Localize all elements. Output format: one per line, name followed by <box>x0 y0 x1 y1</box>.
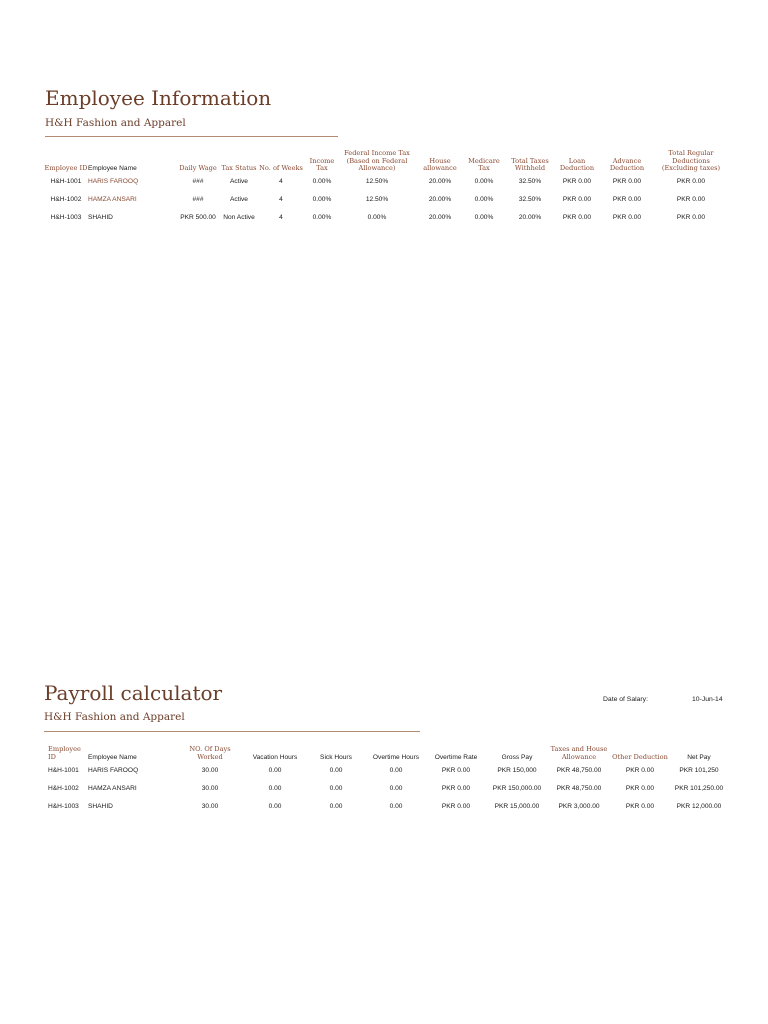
col-header-taxes-house-allowance: Taxes and House Allowance <box>550 746 608 761</box>
cell-taxes-house-allowance: PKR 3,000.00 <box>558 802 600 810</box>
col-header-advance-deduction: Advance Deduction <box>609 156 645 173</box>
cell-federal-income-tax: 12.50% <box>365 196 389 204</box>
col-header-house-allowance: House allowance <box>423 156 457 173</box>
table-row <box>44 209 724 227</box>
col-header-days-worked: NO. Of Days Worked <box>189 746 231 761</box>
cell-employee-id: H&H-1003 <box>50 214 82 222</box>
cell-sick-hours: 0.00 <box>329 766 343 774</box>
cell-house-allowance: 20.00% <box>428 178 452 186</box>
cell-overtime-rate: PKR 0.00 <box>441 802 471 810</box>
cell-employee-id: H&H-1003 <box>48 802 79 810</box>
col-header-loan-deduction: Loan Deduction <box>559 156 595 173</box>
cell-income-tax: 0.00% <box>312 214 332 222</box>
cell-gross-pay: PKR 150,000.00 <box>492 784 542 792</box>
col-header-overtime-hours: Overtime Hours <box>372 753 420 761</box>
cell-days-worked: 30.00 <box>201 766 219 774</box>
cell-employee-id: H&H-1001 <box>48 766 79 774</box>
cell-employee-name: HARIS FAROOQ <box>88 766 139 774</box>
cell-total-taxes-withheld: 32.50% <box>518 178 542 186</box>
cell-taxes-house-allowance: PKR 48,750.00 <box>556 766 602 774</box>
date-of-salary-value: 10-Jun-14 <box>692 696 723 703</box>
cell-employee-name: HARIS FAROOQ <box>88 178 139 186</box>
payroll-divider <box>44 731 420 732</box>
cell-employee-name: HAMZA ANSARI <box>88 784 137 792</box>
col-header-employee-name: Employee Name <box>88 753 137 761</box>
cell-medicare-tax: 0.00% <box>474 214 494 222</box>
cell-loan-deduction: PKR 0.00 <box>562 178 592 186</box>
col-header-gross-pay: Gross Pay <box>501 753 533 761</box>
cell-no-of-weeks: 4 <box>279 196 283 204</box>
col-header-income-tax: Income Tax <box>309 156 335 173</box>
cell-overtime-hours: 0.00 <box>389 802 403 810</box>
col-header-employee-id: Employee ID <box>48 746 81 761</box>
cell-house-allowance: 20.00% <box>428 196 452 204</box>
col-header-other-deduction: Other Deduction <box>612 752 668 761</box>
col-header-vacation-hours: Vacation Hours <box>252 753 298 761</box>
payroll-company: H&H Fashion and Apparel <box>44 711 185 723</box>
cell-employee-name: HAMZA ANSARI <box>88 196 137 204</box>
cell-income-tax: 0.00% <box>312 196 332 204</box>
cell-gross-pay: PKR 15,000.00 <box>494 802 540 810</box>
cell-total-regular-deductions: PKR 0.00 <box>676 178 706 186</box>
col-header-tax-status: Tax Status <box>221 164 257 173</box>
cell-tax-status: Non Active <box>223 214 255 222</box>
cell-vacation-hours: 0.00 <box>268 802 282 810</box>
cell-federal-income-tax: 12.50% <box>365 178 389 186</box>
cell-advance-deduction: PKR 0.00 <box>612 214 642 222</box>
col-header-medicare-tax: Medicare Tax <box>468 156 500 173</box>
cell-total-taxes-withheld: 32.50% <box>518 196 542 204</box>
cell-overtime-hours: 0.00 <box>389 766 403 774</box>
cell-total-regular-deductions: PKR 0.00 <box>676 214 706 222</box>
cell-days-worked: 30.00 <box>201 802 219 810</box>
cell-no-of-weeks: 4 <box>279 214 283 222</box>
cell-employee-id: H&H-1002 <box>50 196 82 204</box>
cell-taxes-house-allowance: PKR 48,750.00 <box>556 784 602 792</box>
employee-info-title: Employee Information <box>45 86 272 110</box>
cell-medicare-tax: 0.00% <box>474 178 494 186</box>
cell-loan-deduction: PKR 0.00 <box>562 214 592 222</box>
cell-net-pay: PKR 101,250 <box>679 766 719 774</box>
cell-other-deduction: PKR 0.00 <box>625 766 655 774</box>
cell-gross-pay: PKR 150,000 <box>497 766 537 774</box>
cell-total-taxes-withheld: 20.00% <box>518 214 542 222</box>
cell-other-deduction: PKR 0.00 <box>625 802 655 810</box>
cell-net-pay: PKR 101,250.00 <box>674 784 724 792</box>
cell-employee-id: H&H-1001 <box>50 178 82 186</box>
table-row <box>48 779 728 797</box>
col-header-total-regular-deductions: Total Regular Deductions (Excluding taxes) <box>661 150 721 173</box>
cell-overtime-rate: PKR 0.00 <box>441 784 471 792</box>
cell-vacation-hours: 0.00 <box>268 784 282 792</box>
payroll-title: Payroll calculator <box>44 681 223 705</box>
cell-overtime-hours: 0.00 <box>389 784 403 792</box>
cell-daily-wage: PKR 500.00 <box>180 214 216 222</box>
table-row <box>48 761 728 779</box>
cell-net-pay: PKR 12,000.00 <box>676 802 722 810</box>
cell-daily-wage: ### <box>192 178 204 186</box>
cell-medicare-tax: 0.00% <box>474 196 494 204</box>
cell-house-allowance: 20.00% <box>428 214 452 222</box>
cell-overtime-rate: PKR 0.00 <box>441 766 471 774</box>
table-row <box>44 191 724 209</box>
cell-days-worked: 30.00 <box>201 784 219 792</box>
cell-loan-deduction: PKR 0.00 <box>562 196 592 204</box>
table-row <box>48 797 728 815</box>
date-of-salary-label: Date of Salary: <box>603 696 648 703</box>
col-header-federal-income-tax: Federal Income Tax (Based on Federal Allowance) <box>344 150 410 173</box>
cell-tax-status: Active <box>230 178 248 186</box>
payroll-header-row <box>48 746 728 761</box>
col-header-net-pay: Net Pay <box>687 753 711 761</box>
cell-sick-hours: 0.00 <box>329 784 343 792</box>
employee-info-divider <box>45 136 338 137</box>
cell-federal-income-tax: 0.00% <box>367 214 387 222</box>
cell-advance-deduction: PKR 0.00 <box>612 178 642 186</box>
cell-other-deduction: PKR 0.00 <box>625 784 655 792</box>
employee-info-header-row <box>44 150 724 173</box>
col-header-overtime-rate: Overtime Rate <box>434 753 478 761</box>
cell-advance-deduction: PKR 0.00 <box>612 196 642 204</box>
cell-no-of-weeks: 4 <box>279 178 283 186</box>
col-header-daily-wage: Daily Wage <box>179 164 217 173</box>
employee-info-table <box>44 150 724 227</box>
cell-total-regular-deductions: PKR 0.00 <box>676 196 706 204</box>
col-header-no-of-weeks: No. of Weeks <box>259 164 303 173</box>
payroll-table <box>48 746 728 815</box>
cell-tax-status: Active <box>230 196 248 204</box>
cell-daily-wage: ### <box>192 196 204 204</box>
table-row <box>44 173 724 191</box>
cell-income-tax: 0.00% <box>312 178 332 186</box>
col-header-total-taxes-withheld: Total Taxes Withheld <box>511 156 549 173</box>
cell-employee-name: SHAHID <box>88 214 113 222</box>
cell-employee-name: SHAHID <box>88 802 113 810</box>
col-header-employee-name: Employee Name <box>88 165 137 173</box>
cell-employee-id: H&H-1002 <box>48 784 79 792</box>
col-header-sick-hours: Sick Hours <box>320 753 352 761</box>
cell-sick-hours: 0.00 <box>329 802 343 810</box>
cell-vacation-hours: 0.00 <box>268 766 282 774</box>
col-header-employee-id: Employee ID <box>44 164 88 173</box>
employee-info-company: H&H Fashion and Apparel <box>45 117 186 129</box>
